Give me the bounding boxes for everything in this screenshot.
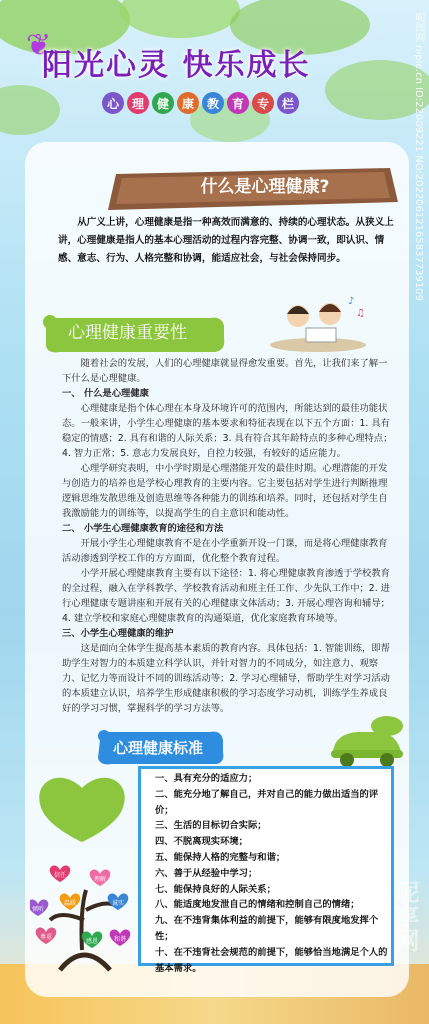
standard-item: 二、能充分地了解自己，并对自己的能力做出适当的评价； (155, 788, 379, 816)
svg-text:♪: ♪ (348, 296, 355, 307)
tree-heart-label: 和谐 (113, 936, 127, 943)
car-illustration (327, 712, 407, 770)
standard-item: 八、能适度地发泄自己的情绪和控制自己的情绪； (155, 899, 360, 911)
tree-heart (110, 930, 131, 946)
paragraph: 开展小学生心理健康教育不是在小学重新开设一门课，而是将心理健康教育活动渗透到学校工作的方方面面，优化整个教育过程。 (62, 538, 388, 564)
swirl-icon: ❦ (26, 28, 52, 63)
tree-heart-label: 诚实 (111, 900, 125, 907)
tree-heart-label: 温暖 (63, 900, 77, 907)
tree-heart (90, 870, 111, 886)
standard-item: 一、具有充分的适应力； (155, 773, 258, 784)
subtitle-tag: 栏 (277, 92, 299, 114)
standard-item: 六、善于从经验中学习； (155, 867, 258, 879)
paragraph: 小学开展心理健康教育主要有以下途径：1. 将心理健康教育渗透于学校教育的全过程，融入在学科教学、学校教育活动和班主任工作、少先队工作中；2. 进行心理健康专题讲座和开展有关的心理健康文体活动；3. 开展心理咨询和辅导；4. 建立学校和家庭心理健康教育的沟通渠道，优化家庭教育环境等。 (62, 568, 390, 624)
subtitle-tag: 育 (227, 92, 249, 114)
subtitle-tags (102, 92, 299, 114)
tree-heart (50, 866, 71, 882)
standard-item: 四、不脱离现实环境； (155, 836, 248, 848)
tree-heart-label: 尊重 (39, 934, 53, 941)
subtitle-tag: 康 (177, 92, 199, 114)
section1-title: 什么是心理健康? (200, 177, 330, 197)
section-heading: 三、小学生心理健康的维护 (62, 628, 174, 639)
standard-item: 九、在不违背集体利益的前提下，能够有限度地发挥个性； (155, 915, 379, 942)
paragraph: 随着社会的发展，人们的心理健康就显得愈发重要。首先，让我们来了解一下什么是心理健康。 (62, 358, 388, 384)
tree-heart (108, 894, 129, 910)
tree-heart-label: 理解 (93, 876, 107, 883)
standard-item: 十、在不违背社会规范的前提下，能够恰当地满足个人的基本需求。 (155, 946, 388, 974)
tree-heart-label: 感恩 (85, 938, 99, 945)
subtitle-tag: 教 (202, 92, 224, 114)
subtitle-tag: 健 (152, 92, 174, 114)
paragraph: 心理健康是指个体心理在本身及环境许可的范围内，所能达到的最佳功能状态。一般来讲，小学生心理健康的基本要求和特征表现在以下五个方面：1. 具有稳定的情感；2. 具有和谐的人际关系；3. 具有符合其年龄特点的多种心理特点；4. 智力正常；5. 意志力发展良好，自控力较强，有较好的适应能力。 (62, 403, 393, 459)
section2-title: 心理健康重要性 (68, 323, 187, 343)
svg-text:♫: ♫ (356, 308, 365, 319)
standard-item: 三、生活的目标切合实际； (155, 820, 267, 832)
heart-tree-illustration (30, 770, 135, 1000)
tree-heart-label: 倾听 (31, 906, 45, 913)
tree-heart (30, 900, 48, 916)
side-watermark: 昵图网 nipic.cn ID:22009221 NO:20220612165837739109 (413, 12, 424, 301)
section1-intro: 从广义上讲，心理健康是指一种高效而满意的、持续的心理状态。从狭义上讲，心理健康是指人的基本心理活动的过程内容完整、协调一致，即认识、情感、意志、行为、人格完整和协调，能适应社会，与社会保持同步。 (58, 217, 394, 264)
section3-title: 心理健康标准 (113, 739, 204, 757)
tree-heart-label: 信任 (53, 872, 67, 879)
tree-heart (82, 932, 103, 948)
standards-list (155, 771, 390, 976)
standard-item: 五、能保持人格的完整与和谐； (155, 851, 286, 863)
subtitle-tag: 心 (102, 92, 124, 114)
tree-heart (60, 894, 81, 910)
subtitle-tag: 专 (252, 92, 274, 114)
page-title: 阳光心灵 快乐成长 (42, 48, 311, 83)
reading-kids-illustration (268, 290, 368, 352)
standard-item: 七、能保持良好的人际关系； (155, 883, 276, 895)
paragraph: 这是面向全体学生提高基本素质的教育内容。具体包括：1. 智能训练，即帮助学生对智力的本质建立科学认识，并针对智力的不同成分，如注意力、观察力、记忆力等而设计不同的训练活动等；2. 学习心理辅导，帮助学生对学习活动的本质建立认识，培养学生形成健康积极的学习态度学习动机，训练学生养成良好的学习习惯，掌握科学的学习方法等。 (62, 643, 390, 714)
subtitle-tag: 理 (127, 92, 149, 114)
section-heading: 一、 什么是心理健康 (62, 388, 149, 399)
tree-heart (36, 928, 57, 944)
paragraph: 心理学研究表明，中小学时期是心理潜能开发的最佳时期。心理潜能的开发与创造力的培养也是学校心理教育的主要内容。它主要包括对学生进行判断推理逻辑思维发散思维及创造思维等各种能力的训练和培养。同时，还包括对学生自我激励能力的训练等，以提高学生的自主意识和能动性。 (62, 463, 388, 519)
section-heading: 二、 小学生心理健康教育的途径和方法 (62, 523, 224, 534)
corner-watermark: 昵享网 (391, 880, 419, 952)
section2-body (62, 356, 395, 716)
